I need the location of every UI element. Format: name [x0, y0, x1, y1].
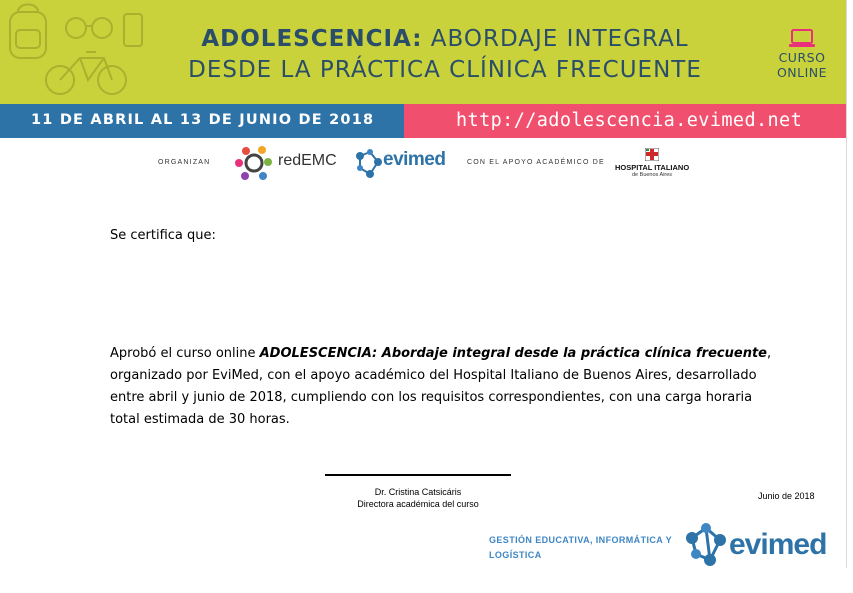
certificate-paragraph — [110, 343, 800, 431]
url-bar — [404, 104, 846, 138]
curso-label: CURSO — [778, 50, 826, 65]
laptop-icon — [788, 28, 816, 48]
curso-online-badge — [767, 28, 837, 80]
redemc-label: redEMC — [278, 152, 337, 169]
school-doodles-icon — [0, 0, 175, 104]
title-rest: ABORDAJE INTEGRAL — [422, 26, 689, 52]
hospital-name: HOSPITAL ITALIANO — [615, 163, 690, 172]
header-banner — [0, 0, 846, 104]
gestion-tagline — [489, 533, 679, 563]
page-edge — [846, 0, 847, 568]
hospital-cross-icon — [645, 148, 659, 161]
title-highlight: ADOLESCENCIA — [201, 26, 413, 52]
certificate-date: Junio de 2018 — [758, 491, 815, 501]
paragraph-line-2: organizado por EviMed, con el apoyo académico del Hospital Italiano de Buenos Aires, desarrollado — [110, 368, 757, 383]
line1-prefix: Aprobó el curso online — [110, 346, 260, 361]
apoyo-label: CON EL APOYO ACADÉMICO DE — [467, 159, 605, 166]
online-label: ONLINE — [776, 65, 828, 80]
hospital-subtitle: de Buenos Aires — [632, 172, 673, 178]
gestion-line-1: GESTIÓN EDUCATIVA, INFORMÁTICA Y — [489, 535, 672, 545]
signature-line — [325, 474, 511, 476]
signatory-name: Dr. Cristina Catsicáris — [374, 487, 462, 497]
signatory-role: Directora académica del curso — [357, 499, 479, 509]
course-name: ADOLESCENCIA: Abordaje integral desde la práctica clínica frecuente — [259, 346, 767, 361]
title-separator: : — [412, 26, 423, 52]
certifica-intro: Se certifica que: — [110, 228, 216, 243]
evimed-label-small: evimed — [383, 149, 446, 170]
course-title — [150, 24, 740, 86]
date-bar — [0, 104, 404, 138]
title-line-2: DESDE LA PRÁCTICA CLÍNICA FRECUENTE — [188, 57, 702, 83]
course-url-link[interactable]: http://adolescencia.evimed.net — [456, 110, 803, 131]
line1-suffix: , — [766, 346, 772, 361]
organizan-label: ORGANIZAN — [158, 159, 211, 166]
course-dates: 11 DE ABRIL AL 13 DE JUNIO DE 2018 — [31, 112, 375, 128]
paragraph-line-4: total estimada de 30 horas. — [110, 412, 290, 427]
evimed-label-large: evimed — [729, 528, 827, 561]
paragraph-line-3: entre abril y junio de 2018, cumpliendo con los requisitos correspondientes, con una carga horaria — [110, 390, 753, 405]
gestion-line-2: LOGÍSTICA — [489, 550, 542, 560]
